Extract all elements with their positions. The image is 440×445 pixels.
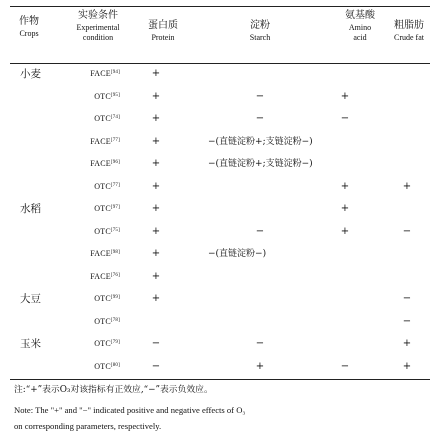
crude-fat-effect: + [402,361,412,372]
header-condition-en1: Experimental [76,22,120,32]
experimental-condition [74,248,120,260]
reference-marker: [79] [110,340,120,345]
reference-marker: [94] [110,70,120,75]
amino-acid-effect: + [340,203,350,214]
protein-effect: + [151,271,161,282]
reference-marker: [77] [110,138,120,143]
crude-fat-effect: + [402,181,412,192]
protein-effect: + [151,113,161,124]
header-amino-en1: Amino [348,22,372,32]
protein-effect: + [151,158,161,169]
amino-acid-effect: + [340,226,350,237]
header-crops [12,16,46,39]
condition-label: OTC [94,114,111,123]
header-amino [338,10,382,43]
table-top-rule [10,6,430,7]
table-note-en-1: Note: The "+" and "−" indicated positive and negative effects of O₃ [14,405,246,415]
crop-name: 小麦 [20,68,41,80]
header-starch-en: Starch [249,32,271,42]
protein-effect: + [151,203,161,214]
crop-name: 玉米 [20,338,41,350]
header-fat-cn: 粗脂肪 [394,20,424,31]
reference-marker: [97] [110,205,120,210]
starch-effect: − [255,338,265,349]
header-protein [138,20,188,43]
crude-fat-effect: − [402,293,412,304]
header-condition [56,10,140,43]
reference-marker: [99] [110,295,120,300]
crude-fat-effect: − [402,226,412,237]
condition-label: OTC [94,294,111,303]
crop-name: 大豆 [20,293,41,305]
header-amino-cn: 氨基酸 [345,10,375,21]
protein-effect: + [151,91,161,102]
protein-effect: − [151,361,161,372]
starch-effect: −(直链淀粉+;支链淀粉−) [208,159,313,169]
amino-acid-effect: − [340,361,350,372]
protein-effect: + [151,293,161,304]
header-condition-en2: condition [82,32,114,42]
header-protein-cn: 蛋白质 [148,20,178,31]
starch-effect: −(直链淀粉+;支链淀粉−) [208,137,313,147]
reference-marker: [76] [110,273,120,278]
header-starch-cn: 淀粉 [250,20,270,31]
reference-marker: [77] [110,183,120,188]
crop-name: 水稻 [20,203,41,215]
condition-label: FACE [90,249,111,258]
header-amino-en2: acid [353,32,367,42]
experimental-condition [74,136,120,148]
experimental-condition [74,68,120,80]
header-crops-en: Crops [19,28,39,38]
condition-label: OTC [94,204,111,213]
condition-label: OTC [94,362,111,371]
experimental-condition [74,316,120,328]
header-fat [384,20,434,43]
experimental-condition [74,226,120,238]
header-condition-cn: 实验条件 [78,10,118,21]
starch-effect: −(直链淀粉−) [208,249,267,259]
header-protein-en: Protein [151,32,175,42]
table-note-cn: 注:“+”表示O₃对该指标有正效应,“−”表示负效应。 [14,385,213,395]
experimental-condition [74,158,120,170]
condition-label: OTC [94,182,111,191]
table-note-en-2: on corresponding parameters, respectively. [14,421,162,431]
header-starch [230,20,290,43]
condition-label: FACE [90,272,111,281]
reference-marker: [80] [110,363,120,368]
starch-effect: − [255,113,265,124]
experimental-condition [74,113,120,125]
condition-label: OTC [94,339,111,348]
experimental-condition [74,293,120,305]
crude-fat-effect: + [402,338,412,349]
starch-effect: − [255,226,265,237]
starch-effect: + [255,361,265,372]
experimental-condition [74,203,120,215]
protein-effect: + [151,226,161,237]
experimental-condition [74,271,120,283]
condition-label: OTC [94,227,111,236]
reference-marker: [75] [110,228,120,233]
protein-effect: + [151,136,161,147]
experimental-condition [74,91,120,103]
reference-marker: [78] [110,318,120,323]
experimental-condition [74,181,120,193]
table-bottom-rule [10,379,430,380]
reference-marker: [74] [110,115,120,120]
protein-effect: + [151,68,161,79]
reference-marker: [98] [110,250,120,255]
protein-effect: + [151,248,161,259]
header-crops-cn: 作物 [19,16,39,27]
amino-acid-effect: + [340,181,350,192]
reference-marker: [95] [110,93,120,98]
amino-acid-effect: − [340,113,350,124]
condition-label: OTC [94,317,111,326]
reference-marker: [96] [110,160,120,165]
experimental-condition [74,338,120,350]
starch-effect: − [255,91,265,102]
table-header-rule [10,63,430,64]
condition-label: FACE [90,159,111,168]
condition-label: FACE [90,137,111,146]
condition-label: OTC [94,92,111,101]
protein-effect: − [151,338,161,349]
protein-effect: + [151,181,161,192]
crude-fat-effect: − [402,316,412,327]
condition-label: FACE [90,69,111,78]
header-fat-en: Crude fat [394,32,424,42]
amino-acid-effect: + [340,91,350,102]
experimental-condition [74,361,120,373]
